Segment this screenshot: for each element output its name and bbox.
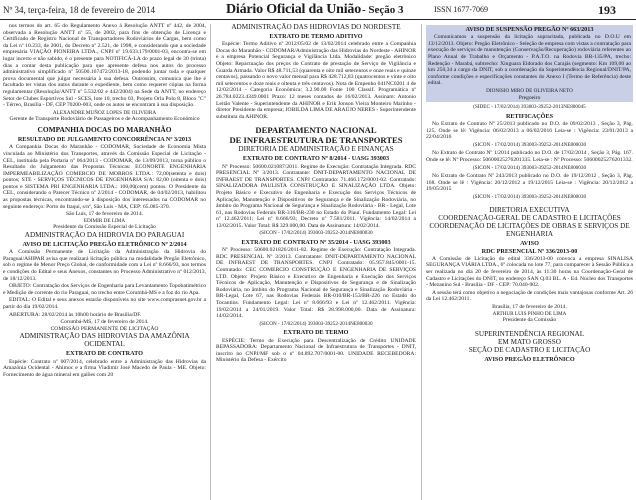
notice-title: AVISO PREGÃO ELETRÔNICO [484,355,575,363]
notice-title: RESULTADO DE JULGAMENTO CONCORRÊNCIA Nº 3/2013 [17,136,192,144]
signature-place-date: São Luís, 17 de fevereiro de 2014. [65,211,144,218]
sicon-reference: (SICON - 17/02/2014) 393003-39252-2014NE800030 [472,141,587,148]
signatory-role: Pregoeiro [518,94,541,101]
notice-paragraph: No Extrato de Contrato Nº 1/2014 publicado no D.O. de 17/02/2014 , Seção 3, Pág. 167. Onde se lê: Nº Processo: 50600025276201335. Leia-se : Nº Processo: 50600025276201332. [426,150,633,163]
sicon-reference: (SICON - 17/02/2014) 393003-39252-2014NE800030 [472,164,587,171]
notice-title: AVISO DE SUSPENSÃO PREGÃO Nº 663/2013 [465,26,594,33]
masthead [0,0,636,20]
org-heading: DEPARTAMENTO NACIONAL [255,125,377,136]
notice-paragraph: EDITAL: O Edital e seus anexos estarão disponíveis no site www.comprasnet.gov.br a partir do dia 19/02/2014. [3,297,206,310]
notice-paragraph: Espécie: Termo Aditivo nº 2012/05/02 de 13/02/2014 celebrado entre a Companhia Docas do Maranhão - CODOMAR/Administração das Hidrovias do Nordeste - AHINOR e a empresa Potencial Segurança e Vigilância Ltda. Modalidade: pregão eletrônico Objeto: Repactuação dos preços do Contrato de prestação de Serviço de Vigilância e Guarda Armada. Valor R$ 48.711,53 (quarenta e oito mil setecentos e onze reais e quinze centavos), passando o novo valor mensal para R$ 428.712,83 (quatrocentos e vinte e oito mil setecentos e doze reais e oitenta e três centavos). Nota de Empenho 041NC0201 4 de 12/02/2014 - Categoria Econômica: 3.2.90.00 Fonte 100 Classif. Programática nº 26.784.0223.4349.0001 Prazo: 12 meses contados de 16/02/2013. Assinam: Antonio Leitão Valente - Superintendente da AHINOR e Erik Jonson Vieira Monteiro Marinho - diretor Presidente da empresa; JOBILDA LIMA DE ARAÚJO NERES - Superintendente substituta da AHINOR. [216,41,416,120]
notice-paragraph: Nº Processo: 50600.021826/2011-82. Regime de Execução: Contratação Integrada. RDC PRESENCIAL Nº 3/2013. Contratante: DNIT-DEPARTAMENTO NACIONAL DE INFRAEST DE TRANSPORTES. CNPJ Contratado: 05.957.845/0001-15. Contratado: CEC COMERCIO CONSTRUÇÃO E ENGENHARIA DE SERVIÇOS LTD. Objeto: Projeto Básico e Executivo de Engenharia e Execução dos Serviços Técnicos de Aplicação, Manutenção e Dispositivos de Segurança e de Sinalização Rodoviária, no âmbito do Programa Nacional de Segurança e Sinalização Rodoviária - BR-Legal, Lote 67, nas Rodovias Federais BR-010/BR-153/BR-226 no Estado do Tocantins. Fundamento Legal: Lei nº 8.666/93 e Lei nº 12.462/2011. Vigência: 19/02/2014 a 24/01/2019. Valor Total: R$ 28.998.000,00. Data de Assinatura: 14/02/2014. [216,247,416,320]
signatory-role: Presidente da Comissão Especial de Licitação [53,224,156,231]
org-heading: EM MATO GROSSO [498,337,561,346]
sidec-reference: (SIDEC - 17/02/2014) 393003-39252-2013NE800045 [473,104,586,111]
sicon-reference: (SICON - 17/02/2014) 393003-39252-2014NE800030 [472,193,587,200]
signatory-role: Presidente da Comissão [502,317,557,324]
notice-paragraph: A Comissão Permanente de Licitação da Administração da Hidrovia do Paraguai/AHIPAR avisa que realizará licitação pública na modalidade Pregão Eletrônico, sob o regime de Menor Preço Global, de conformidade com a Lei nº 8.666/93, nos termos e condições do Edital e seus Anexos, constantes no Processo Administrativo nº 012/2013, de 18/12/2013. [3,249,206,282]
column-divider [421,24,422,500]
org-subheading: SEÇÃO DE CADASTRO E LICITAÇÃO [468,345,591,354]
page-number: 193 [598,3,616,17]
signatory-role: Gerente de Transporte Rodoviário de Passageiros e de Acompanhamento Econômico [9,116,200,123]
section-label: - Seção 3 [362,4,404,16]
column-divider [210,24,211,500]
signatory-name: ARTHUR LUIS PINHO DE LIMA [492,310,567,317]
notice-paragraph: ESPÉCIE: Termo de Execução para Descentralização de Crédito UNIDADE REPASSADORA: Departamento Nacional de Infraestrutura de Transportes - DNIT, inscrito no CNPJ/MF sob o nº 04.892.707/0001-00. UNIDADE RECEBEDORA: Ministério da Defesa - Exército [216,337,416,364]
org-heading: SUPERINTENDÊNCIA REGIONAL [474,329,585,338]
org-heading: ADMINISTRAÇÃO DAS HIDROVIAS DA AMAZÔNIA OCIDENTAL [19,332,190,349]
notice-title: RETIFICAÇÕES [505,112,554,120]
notice-title: RDC PRESENCIAL Nº 336/2013-00 [481,247,578,255]
org-heading: ADMINISTRAÇÃO DA HIDROVIA DO PARAGUAI [24,231,185,240]
signature-place-date: Brasília, 17 de fevereiro de 2014. [492,304,567,311]
highlighted-notice [426,25,633,102]
notice-paragraph: Nº Processo: 50600.021087/2011. Regime de Execução: Contratação Integrada. RDC PRESENCIAL Nº 3/2013. Contratante: DNIT-DEPARTAMENTO NACIONAL DE INFRAEST DE TRANSPORTES. CNPJ Contratado: 71.466.172/0001-02. Contratado: SINALIZADORA PAULISTA CONSTRUÇÃO E SINALIZAÇÃO LTDA. Objeto: Projeto Básico e Executivo de Engenharia e Execução dos Serviços Técnicos de Aplicação, Manutenção e Dispositivos de Segurança e de Sinalização Rodoviária, no âmbito do Programa Nacional de Segurança e Sinalização Rodoviária - BR - Legal, Lote 61, nas Rodovias Federais BR-316/BR-230 no Estado do Piauí. Fundamento Legal: Lei nº 12.462/2011; Lei nº 8.666/93; Decreto nº 7.581/2011. Vigência: 14/02/2014 a 13/02/2015. Valor Total: R$ 329.000,00. Data de Assinatura: 14/02/2014. [216,163,416,229]
notice-paragraph: No Extrato de Contrato Nº 25/2013 publicado no D.O. de 09/02/2013 , Seção 3, Pág. 125. Onde se lê: Vigência: 06/02/2013 a 06/02/2016 Leia-se : Vigência: 23/01/2013 a 22/04/2016 [426,120,633,141]
org-subheading: DIRETORIA DE ADMINISTRAÇÃO E FINANÇAS [238,145,394,154]
issue-date: Nº 34, terça-feira, 18 de fevereiro de 2014 [3,5,155,15]
notice-paragraph: OBJETO: Contratação dos Serviços de Engenharia para Levantamento Topobatimétrico e Medição de corrente do rio Paraguai, no trecho entre Corumbá-MS e a foz do rio Apa. [3,283,206,296]
notice-title: EXTRATO DE TERMO [283,329,349,337]
issn: ISSN 1677-7069 [434,5,489,14]
sicon-reference: (SICON - 17/02/2014) 393003-39252-2014NE800030 [259,320,373,327]
notice-paragraph: ABERTURA: 28/02/2014 às 10h00 horário de Brasília/DF. [9,311,142,318]
notice-title: AVISO DE LICITAÇÃO PREGÃO ELETRÔNICO Nº 2/2014 [22,241,187,249]
column-middle [216,23,416,500]
notice-paragraph: nos termos do art. 65 do Regulamento Anexo à Resolução ANTT nº 442, de 2004, observada a Resolução ANTT nº 55, de 2002, para fins de obtenção de Licença e Certificado de Registro Nacional de Transportadores Rodoviários de Cargas, bem como da Lei nº 10.233, de 2001, do Decreto nº 2.521, de 1998, e considerando que a sociedade empresária VIAÇÃO PIONEIRA LTDA., CNPJ nº 19.633.179/0001-03, encontra-se em lugar incerto e não sabido, é o presente para NOTIFICÁ-LA do prazo legal de 30 (trinta) dias a contar desta publicação para que apresente defesa nos autos do processo administrativo simplificado nº 50500.167472/2013-18, podendo juntar toda e qualquer prova documental que julgar necessária à sua defesa. Outrossim, comunica que lhe é facultado ter vistas dos autos durante o expediente, bem como requerer cópias na forma regulamentar (Resolução/ANTT nº 5.532/02 e 442/2004) na Sede da ANTT, no endereço Setor de Clubes Esportivos Sul - SCES, lote 10, trecho 03, Projeto Orla Polo 8, Bloco "C" - Térreo, Brasília - DF, CEP 70200-003, onde os autos se encontram à sua disposição. [3,23,206,109]
org-heading: COORDENAÇÃO-GERAL DE CADASTRO E LICITAÇÕES [438,214,621,223]
org-heading: COORDENAÇÃO DE LICITAÇÕES DE OBRAS E SERVIÇOS DE ENGENHARIA [429,222,630,239]
org-heading: COMPANHIA DOCAS DO MARANHÃO [37,124,172,134]
org-heading: DE INFRAESTRUTURA DE TRANSPORTES [229,134,403,145]
notice-paragraph: A sessão terá como objetivo a negociação de condições mais vantajosas conforme Art. 26 da Lei 12.462/2011. [426,289,633,303]
signatory-name: EDIMIR DE LIMA [83,217,126,224]
column-left [3,23,206,500]
signature-place-date: Corumbá-MS, 17 de fevereiro de 2014. [60,319,149,326]
org-heading: DIRETORIA EXECUTIVA [489,206,570,215]
notice-title: AVISO [520,240,539,248]
signatory-role: COMISSÃO PERMANENTE DE LICITAÇÃO [50,325,159,332]
notice-title: EXTRATO DE CONTRATO Nº 35/2014 - UASG 393003 [241,239,391,247]
notice-paragraph: Comunicamos a suspensão da licitação supracitada, publicada no D.O.U em 13/12/2013. Objeto: Pregão Eletrônico - Seleção de empresa com vistas a contratação para execução de serviços de manutenção (Conservação/Recuperação) rodoviária referentes ao Plano Anual de Trabalho e Orçamento - P.A.T.O. na Rodovia BR-135/PA, trecho: Redenção - Marabá, subtrecho: Xinguara Eldorado dos Carajás (segmento: Km 109,00 ao km 250,34 a cargo da DNIT, sob a coordenação da Superintendência Regional/DNIT/PA, conforme condições e especificações constantes do Anexo I (Termo de Referência) deste edital. [428,34,631,87]
notice-title: EXTRATO DE TERMO ADITIVO [269,33,363,40]
signatory-name: ALEXANDRE MUÑOZ LOPES DE OLIVEIRA [52,109,157,116]
notice-paragraph: Espécie: Contrato nº 007/2014, celebrado entre a Administração das Hidrovias da Amazônia Ocidental - Ahimoc e a firma Vladimir José Macedo de Paula - ME. Objeto: Fornecimento de água mineral em galões com 20 [3,358,206,378]
org-heading: ADMINISTRAÇÃO DAS HIDROVIAS DO NORDESTE [231,23,401,31]
publication-title: Diário Oficial da União [226,2,362,17]
notice-paragraph: No Extrato de Contrato Nº 243/2013 publicado no D.O. de 19/12/2012 , Seção 3, Pág. 168. Onde se lê : Vigência: 20/12/2012 a 19/12/2015 Leia-se : Vigência: 20/12/2012 a 19/05/2015 [426,173,633,193]
signatory-name: DIONISIO MIRO DE OLIVEIRA NETO [486,87,573,94]
column-right [426,23,633,500]
notice-paragraph: A Companhia Docas do Maranhão - CODOMAR, Sociedade de Economia Mista vinculada ao Ministério dos Transportes, através da Comissão Especial de Licitação - CEL, instituída pela Portaria nº 064/2013 - CODOMAR, de 13/09/2013, torna público o Resultado do Julgamento das Propostas Técnicas: ECONORTE ENGENHARIA IMPERMEABILIZAÇÃO COMERCIO DE MORROS LTDA.: 72,00(setenta e dois) pontos; STE - SERVIÇOS TÉCNICOS DE ENGENHARIA S/A: 82,00 (oitenta e dois) pontos e SISTEMA PRI ENGENHARIA LTDA.: 100,00(cem) pontos. O Presidente da CEL, considerando o Parecer Técnico nº 2/2014 - CODOMAR, de 04/02/2013, habilitou as propostas técnicas, encontrando-se à disposição dos interessados na CODOMAR no seguinte endereço: Porto do Itaqui, s/nº, São Luís - MA, CEP: 65.085-370. [3,144,206,210]
notice-title: EXTRATO DE CONTRATO Nº 8/2014 - UASG 393003 [242,155,390,163]
sicon-reference: (SICON - 17/02/2014) 393003-39252-2014NE800030 [259,230,373,237]
notice-title: EXTRATO DE CONTRATO [66,350,143,358]
notice-paragraph: A Comissão de Licitação do edital 336/2013-00 convoca a empresa SINALISA SEGURANÇA VIÁRIA LTDA., 6º colocada no lote 77, para comparecer à Sessão Pública a ser realizada no dia 20 de fevereiro de 2014, às 11:30 horas na Coordenação-Geral de Cadastro e Licitações do DNIT, no endereço SAN Q.03 BL. A - Ed. Núcleo dos Transportes - Mezanino Sul - Brasília - DF - CEP: 70.040-902. [426,255,633,289]
